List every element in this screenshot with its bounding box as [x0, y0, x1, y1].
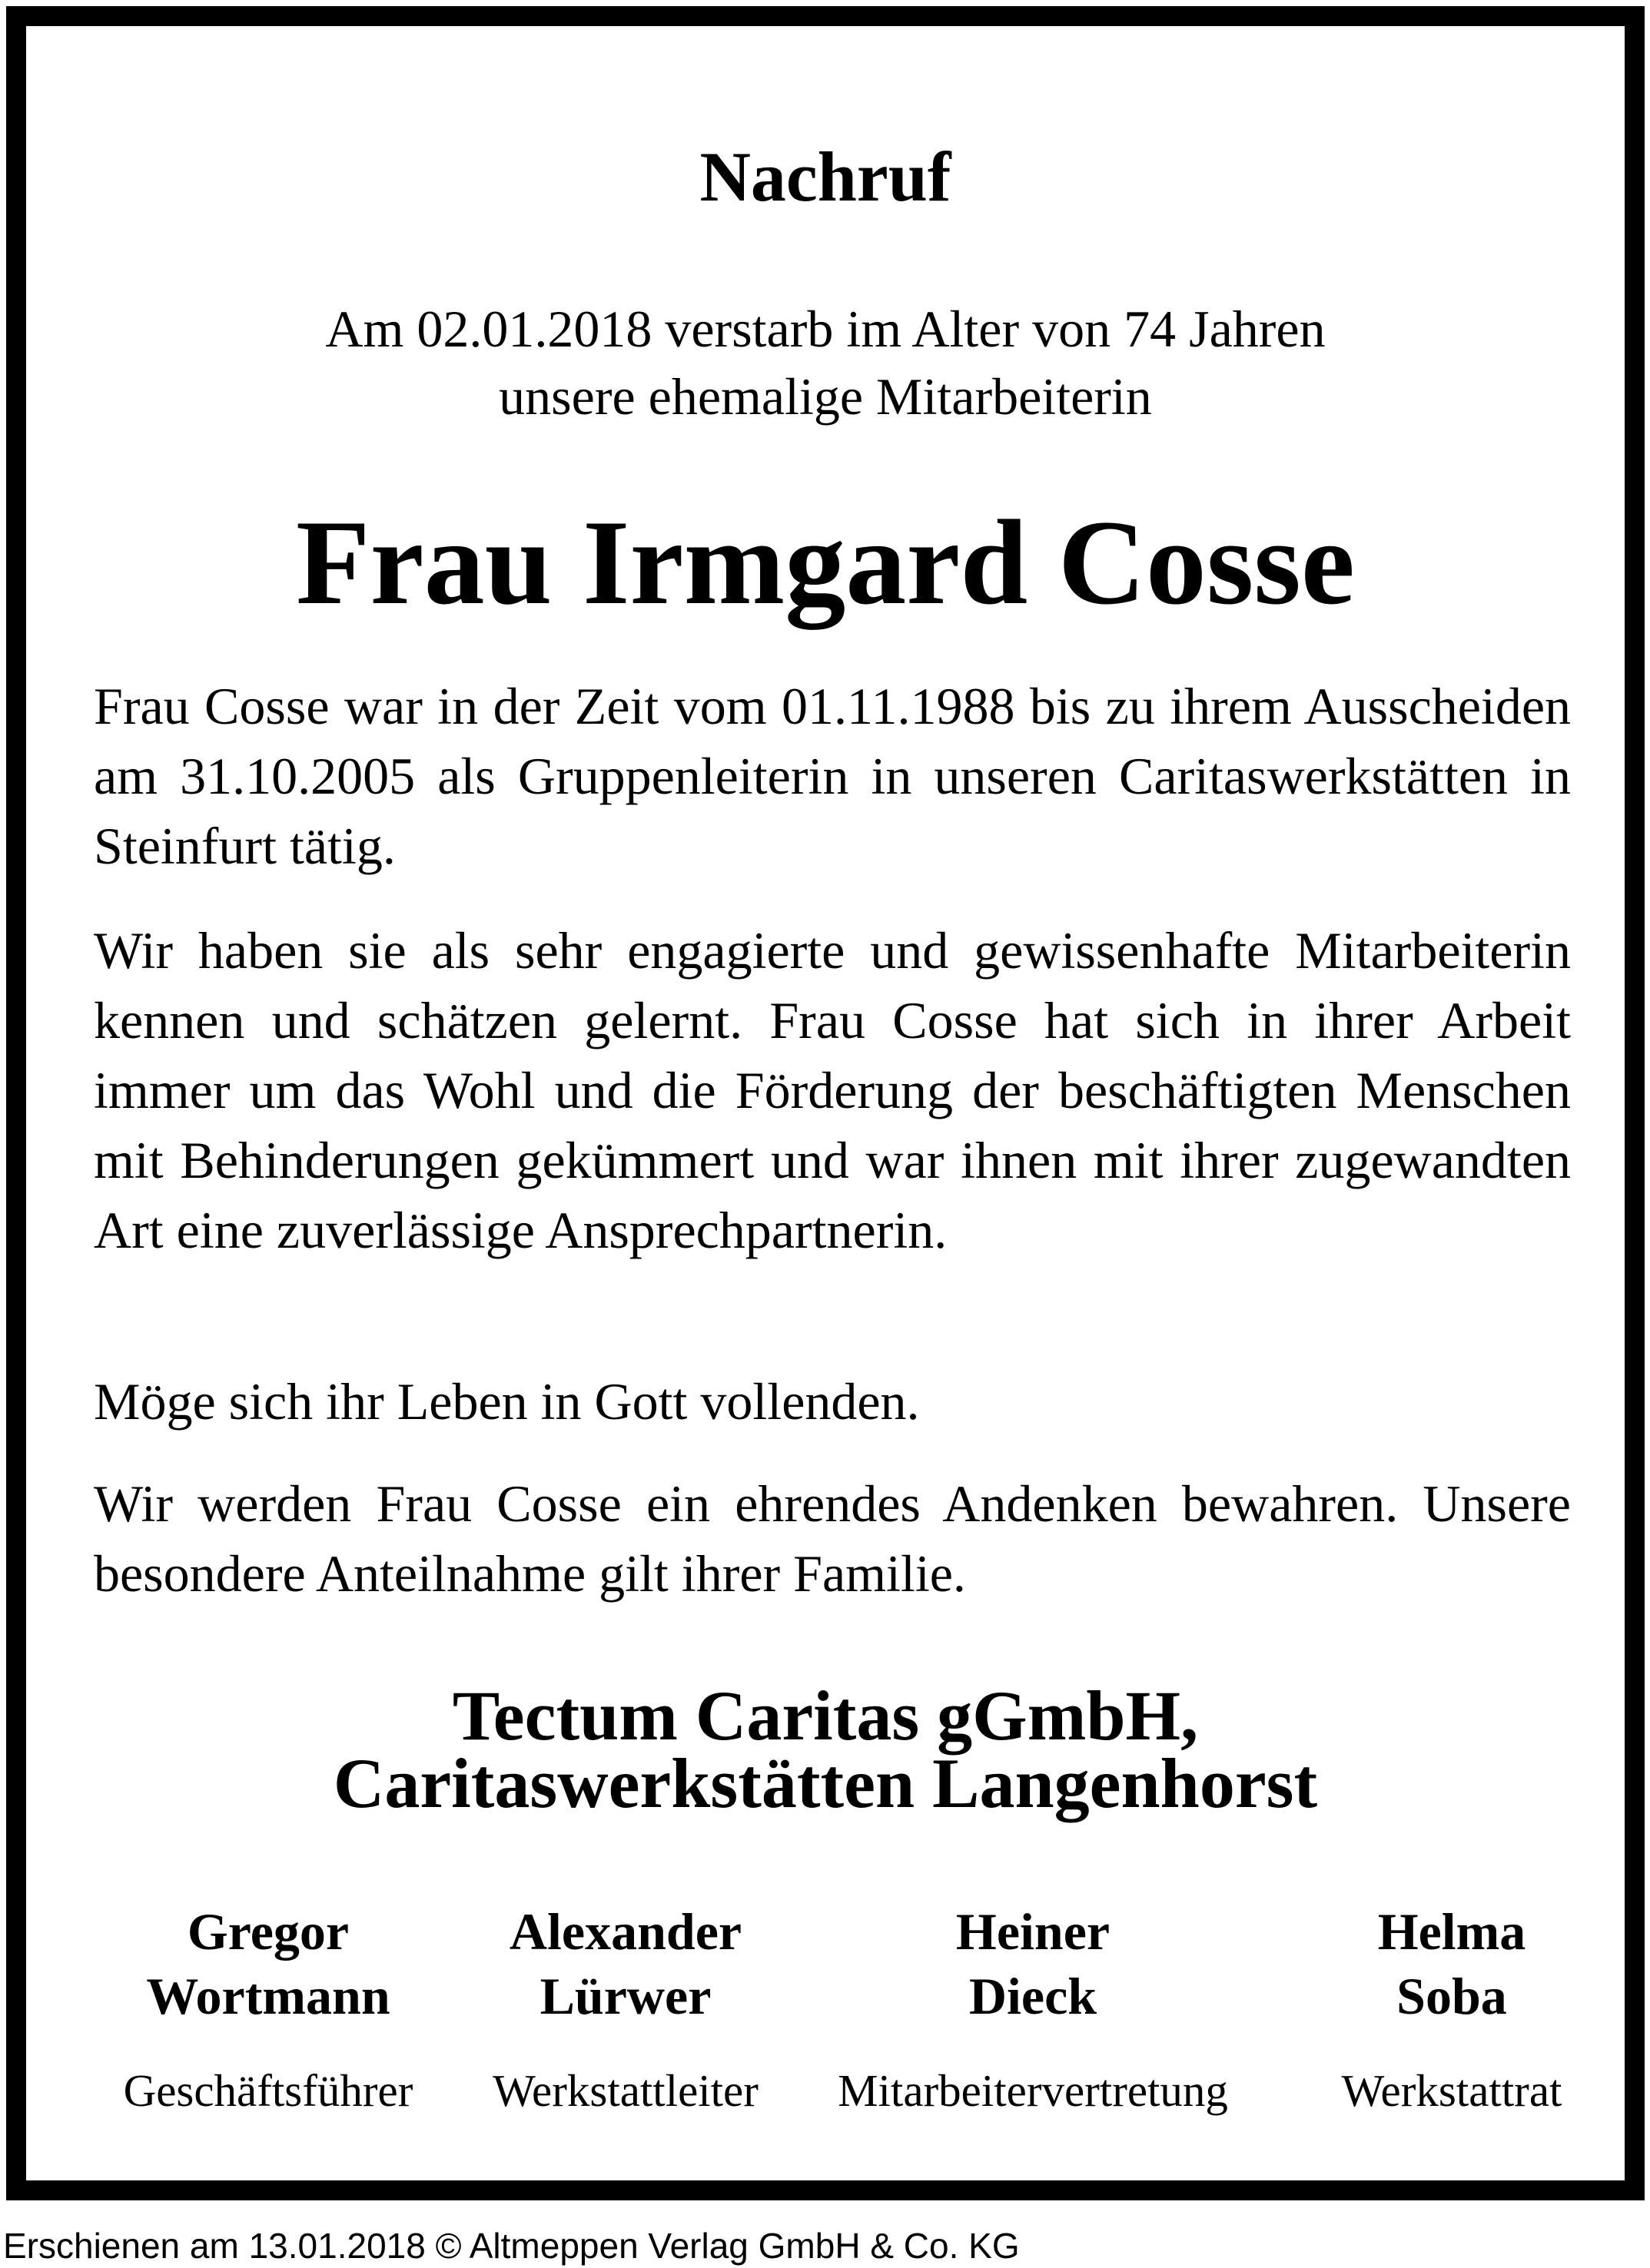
signatory-role: Mitarbeitervertretung: [838, 2065, 1228, 2116]
paragraph-condolence: Wir werden Frau Cosse ein ehrendes Andenken bewahren. Unsere besondere Anteilnahme gilt ihrer Familie.: [94, 1474, 1571, 1603]
paragraph-blessing: Möge sich ihr Leben in Gott vollenden.: [94, 1372, 920, 1431]
signatory-last-name: Dieck: [968, 1967, 1097, 2025]
signatory: [453, 1899, 798, 2114]
signatory-last-name: Lürwer: [539, 1967, 712, 2025]
signatory-last-name: Soba: [1396, 1967, 1507, 2025]
intro-line-1: Am 02.01.2018 verstarb im Alter von 74 Jahren: [325, 300, 1326, 358]
paragraph-tribute: Wir haben sie als sehr engagierte und gewissenhafte Mitarbeiterin kennen und schätzen gelernt. Frau Cosse hat sich in ihrer Arbeit immer um das Wohl und die Förderung der beschäftigten Menschen mit Behinderungen gekümmert und war ihnen mit ihrer zugewandten Art eine zuverlässige Ansprechpartnerin.: [94, 921, 1571, 1259]
signatory: [1290, 1899, 1613, 2114]
signatory-first-name: Heiner: [955, 1902, 1111, 1961]
obituary-notice: [6, 6, 1645, 2200]
signatory-first-name: Gregor: [187, 1902, 350, 1961]
intro-text: [26, 295, 1625, 430]
signatory: [88, 1899, 449, 2114]
signatory-first-name: Alexander: [509, 1902, 742, 1961]
organization-name: [26, 1676, 1625, 1822]
signatory: [802, 1899, 1263, 2114]
notice-title: Nachruf: [699, 138, 951, 216]
publication-footer: Erschienen am 13.01.2018 © Altmeppen Verlag GmbH & Co. KG: [3, 2226, 1020, 2266]
signatory-role: Geschäftsführer: [123, 2065, 413, 2116]
organization-line-1: Tectum Caritas gGmbH,: [452, 1676, 1199, 1755]
signatory-last-name: Wortmann: [146, 1967, 390, 2025]
deceased-name: Frau Irmgard Cosse: [296, 496, 1355, 630]
organization-line-2: Caritaswerkstätten Langenhorst: [333, 1744, 1318, 1822]
signatory-role: Werkstattrat: [1341, 2065, 1562, 2116]
signatory-first-name: Helma: [1377, 1902, 1526, 1961]
intro-line-2: unsere ehemalige Mitarbeiterin: [499, 367, 1152, 426]
signatory-role: Werkstattleiter: [493, 2065, 759, 2116]
paragraph-employment: Frau Cosse war in der Zeit vom 01.11.1988 bis zu ihrem Ausscheiden am 31.10.2005 als Gruppenleiterin in unseren Caritaswerkstätten in Steinfurt tätig.: [94, 677, 1571, 875]
